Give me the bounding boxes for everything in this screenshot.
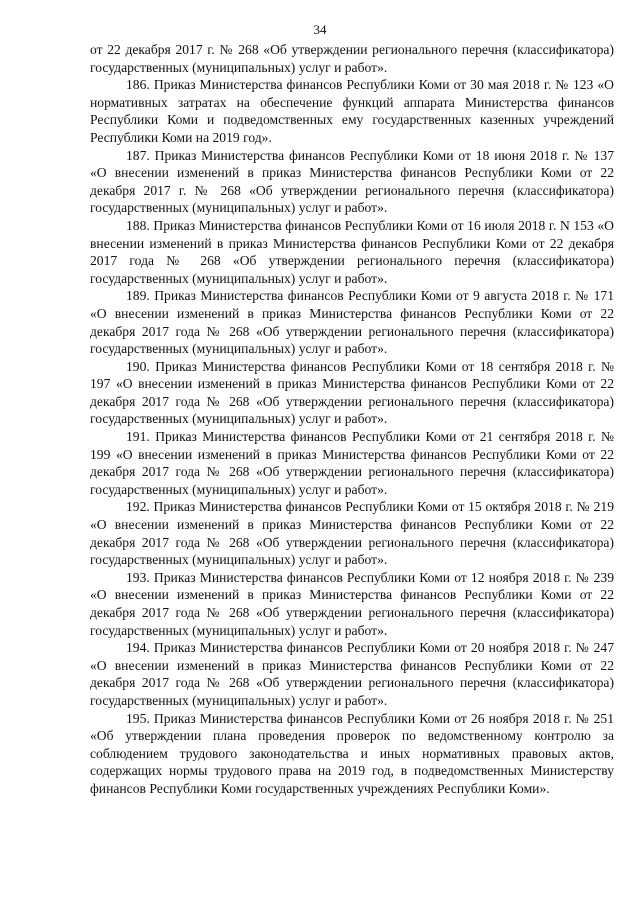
page-number: 34 (313, 22, 327, 37)
list-item-190: 190. Приказ Министерства финансов Республики Коми от 18 сентября 2018 г. № 197 «О внесении изменений в приказ Министерства финансов Республики Коми от 22 декабря 2017 года № 268 «Об утверждении регионального перечня (классификатора) государственных (муниципальных) услуг и работ». (90, 358, 614, 427)
list-item-191: 191. Приказ Министерства финансов Республики Коми от 21 сентября 2018 г. № 199 «О внесении изменений в приказ Министерства финансов Республики Коми от 22 декабря 2017 года № 268 «Об утверждении регионального перечня (классификатора) государственных (муниципальных) услуг и работ». (90, 429, 614, 497)
list-item-192: 192. Приказ Министерства финансов Республики Коми от 15 октября 2018 г. № 219 «О внесении изменений в приказ Министерства финансов Республики Коми от 22 декабря 2017 года № 268 «Об утверждении регионального перечня (классификатора) государственных (муниципальных) услуг и работ». (90, 499, 614, 568)
list-item-187: 187. Приказ Министерства финансов Республики Коми от 18 июня 2018 г. № 137 «О внесении изменений в приказ Министерства финансов Республики Коми от 22 декабря 2017 г. № 268 «Об утверждении регионального перечня (классификатора) государственных (муниципальных) услуг и работ». (90, 147, 614, 216)
list-item-188: 188. Приказ Министерства финансов Республики Коми от 16 июля 2018 г. N 153 «О внесении изменений в приказ Министерства финансов Республики Коми от 22 декабря 2017 года № 268 «Об утверждении регионального перечня (классификатора) государственных (муниципальных) услуг и работ». (90, 217, 614, 286)
list-item-189: 189. Приказ Министерства финансов Республики Коми от 9 августа 2018 г. № 171 «О внесении изменений в приказ Министерства финансов Республики Коми от 22 декабря 2017 года № 268 «Об утверждении регионального перечня (классификатора) государственных (муниципальных) услуг и работ». (90, 288, 614, 357)
list-item-194: 194. Приказ Министерства финансов Республики Коми от 20 ноября 2018 г. № 247 «О внесении изменений в приказ Министерства финансов Республики Коми от 22 декабря 2017 года № 268 «Об утверждении регионального перечня (классификатора) государственных (муниципальных) услуг и работ». (90, 640, 614, 708)
list-item-186: 186. Приказ Министерства финансов Республики Коми от 30 мая 2018 г. № 123 «О нормативных затратах на обеспечение функций аппарата Министерства финансов Республики Коми и подведомственных ему государственных казенных учреждений Республики Коми на 2019 год». (90, 77, 614, 145)
list-item-195: 195. Приказ Министерства финансов Республики Коми от 26 ноября 2018 г. № 251 «Об утверждении плана проведения проверок по ведомственному контролю за соблюдением трудового законодательства и иных нормативных правовых актов, содержащих нормы трудового права на 2019 год, в подведомственных Министерству финансов Республики Коми государственных учреждениях Республики Коми». (90, 710, 614, 796)
document-body (90, 41, 614, 798)
list-item-193: 193. Приказ Министерства финансов Республики Коми от 12 ноября 2018 г. № 239 «О внесении изменений в приказ Министерства финансов Республики Коми от 22 декабря 2017 года № 268 «Об утверждении регионального перечня (классификатора) государственных (муниципальных) услуг и работ». (90, 569, 614, 638)
paragraph-continuation: от 22 декабря 2017 г. № 268 «Об утверждении регионального перечня (классификатора) государственных (муниципальных) услуг и работ». (90, 42, 614, 75)
